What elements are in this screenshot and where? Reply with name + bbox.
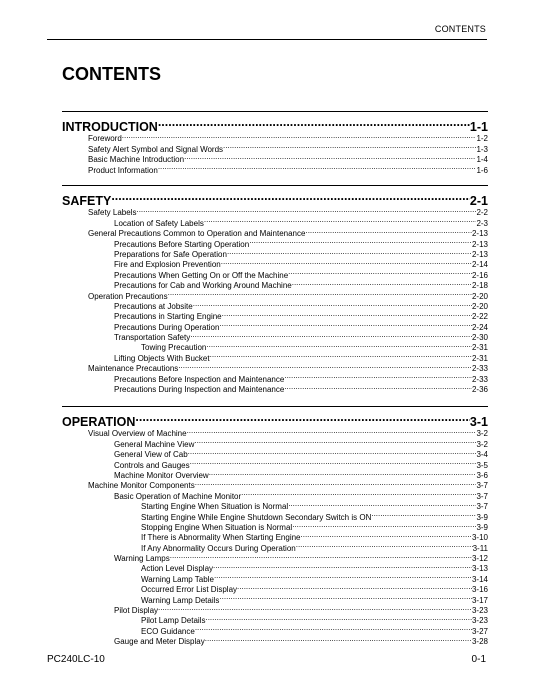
toc-entry-title: Basic Machine Introduction — [88, 155, 185, 165]
toc-entry-page: 2-33 — [471, 364, 488, 374]
toc-entry[interactable] — [62, 131, 488, 144]
toc-entry-title: Visual Overview of Machine — [88, 429, 187, 439]
toc-entry-page: 3-7 — [476, 491, 488, 501]
toc-entry-page: 3-2 — [476, 439, 488, 449]
page-title: CONTENTS — [62, 64, 161, 84]
toc-section-heading[interactable] — [62, 111, 488, 134]
toc-entry-title: Transportation Safety — [114, 333, 191, 343]
toc-entry-page: 2-13 — [471, 239, 488, 249]
toc-entry-title: Precautions at Jobsite — [114, 301, 193, 311]
toc-entry-title: Action Level Display — [141, 564, 214, 574]
toc-entry-page: 3-4 — [476, 450, 488, 460]
toc-leader-dots — [135, 410, 470, 426]
toc-leader-dots — [158, 603, 472, 613]
toc-leader-dots — [227, 247, 472, 257]
toc-section-page: 1-1 — [469, 120, 488, 134]
toc-leader-dots — [178, 361, 472, 371]
toc-leader-dots — [292, 278, 472, 288]
toc-entry-page: 2-33 — [471, 374, 488, 384]
toc-leader-dots — [195, 478, 477, 488]
toc-entry[interactable] — [62, 603, 488, 616]
toc-section-title: OPERATION — [62, 415, 136, 429]
toc-entry-title: General Precautions Common to Operation and Maintenance — [88, 229, 306, 239]
toc-entry[interactable] — [62, 571, 488, 584]
toc-leader-dots — [111, 189, 470, 205]
toc-leader-dots — [187, 426, 477, 436]
toc-leader-dots — [219, 319, 472, 329]
toc-entry[interactable] — [62, 582, 488, 595]
toc-entry-title: Starting Engine When Situation is Normal — [141, 502, 289, 512]
toc-entry-page: 2-24 — [471, 322, 488, 332]
toc-leader-dots — [296, 540, 473, 550]
toc-entry-title: Machine Monitor Components — [88, 481, 195, 491]
toc-section-safety — [62, 185, 488, 395]
toc-entry-title: Safety Alert Symbol and Signal Words — [88, 144, 224, 154]
toc-entry-page: 2-3 — [476, 218, 488, 228]
toc-leader-dots — [206, 340, 472, 350]
header-rule — [47, 39, 487, 40]
toc-leader-dots — [222, 309, 472, 319]
toc-entry-title: Maintenance Precautions — [88, 364, 179, 374]
toc-entry-title: General View of Cab — [114, 450, 188, 460]
toc-entry-title: Pilot Lamp Details — [141, 616, 206, 626]
toc-entry-page: 3-28 — [471, 637, 488, 647]
toc-leader-dots — [301, 530, 472, 540]
toc-entry-title: Foreword — [88, 134, 122, 144]
toc-leader-dots — [184, 152, 476, 162]
toc-section-page: 3-1 — [469, 415, 488, 429]
toc-entry-page: 2-20 — [471, 301, 488, 311]
toc-section-title: SAFETY — [62, 194, 112, 208]
toc-leader-dots — [194, 436, 476, 446]
toc-entry-page: 2-14 — [471, 260, 488, 270]
toc-leader-dots — [190, 330, 472, 340]
footer-model: PC240LC-10 — [47, 654, 105, 665]
toc-entry-title: Fire and Explosion Prevention — [114, 260, 221, 270]
toc-entry-page: 1-4 — [476, 155, 488, 165]
footer-page-number: 0-1 — [471, 654, 486, 665]
toc-entry-title: ECO Guidance — [141, 626, 195, 636]
toc-entry-page: 1-6 — [476, 165, 488, 175]
toc-entry-title: Pilot Display — [114, 606, 159, 616]
toc-entry-page: 3-11 — [472, 543, 488, 553]
toc-entry-title: Starting Engine While Engine Shutdown Secondary Switch is ON — [141, 512, 372, 522]
toc-entry-title: Basic Operation of Machine Monitor — [114, 491, 242, 501]
toc-entry-page: 2-2 — [476, 208, 488, 218]
toc-entry-page: 2-31 — [471, 353, 488, 363]
running-head: CONTENTS — [434, 24, 486, 34]
toc-leader-dots — [221, 257, 472, 267]
toc-entry-page: 2-18 — [471, 281, 488, 291]
toc-section-heading[interactable] — [62, 185, 488, 208]
toc-leader-dots — [122, 131, 477, 141]
toc-entry-page: 2-13 — [471, 229, 488, 239]
toc-entry-page: 2-30 — [471, 333, 488, 343]
toc-leader-dots — [205, 634, 472, 644]
toc-entry-title: Warning Lamp Details — [141, 595, 220, 605]
toc-leader-dots — [241, 488, 476, 498]
toc-entry-page: 2-36 — [471, 385, 488, 395]
toc-entry-page: 3-9 — [476, 512, 488, 522]
toc-entry-page: 2-22 — [471, 312, 488, 322]
toc-leader-dots — [284, 382, 472, 392]
toc-entry-title: Precautions When Getting On or Off the Machine — [114, 270, 289, 280]
toc-entry[interactable] — [62, 205, 488, 218]
toc-entry-page: 2-20 — [471, 291, 488, 301]
toc-entry-title: Safety Labels — [88, 208, 137, 218]
toc-entry-title: Gauge and Meter Display — [114, 637, 205, 647]
toc-entry[interactable] — [62, 141, 488, 154]
toc-entry-title: Precautions Before Starting Operation — [114, 239, 250, 249]
toc-section-title: INTRODUCTION — [62, 120, 158, 134]
toc-entry-title: General Machine View — [114, 439, 195, 449]
toc-leader-dots — [219, 592, 472, 602]
toc-entry-title: If Any Abnormality Occurs During Operation — [141, 543, 296, 553]
toc-leader-dots — [223, 141, 476, 151]
toc-entry-page: 2-31 — [471, 343, 488, 353]
toc-entry[interactable] — [62, 623, 488, 636]
toc-entry-page: 3-6 — [476, 470, 488, 480]
toc-entry-page: 3-17 — [471, 595, 488, 605]
toc-leader-dots — [288, 267, 472, 277]
toc-entry-title: Precautions During Inspection and Maintenance — [114, 385, 285, 395]
toc-leader-dots — [170, 551, 472, 561]
toc-entry-page: 2-13 — [471, 249, 488, 259]
toc-entry-title: Precautions for Cab and Working Around Machine — [114, 281, 292, 291]
toc-entry-title: Towing Precaution — [141, 343, 207, 353]
toc-entry[interactable] — [62, 551, 488, 564]
toc-leader-dots — [213, 561, 472, 571]
toc-entry-title: Precautions in Starting Engine — [114, 312, 222, 322]
toc-entry-title: Operation Precautions — [88, 291, 168, 301]
toc-entry-page: 3-9 — [476, 522, 488, 532]
toc-leader-dots — [158, 115, 470, 131]
toc-leader-dots — [168, 288, 472, 298]
toc-leader-dots — [204, 215, 477, 225]
toc-entry-page: 3-2 — [476, 429, 488, 439]
toc-leader-dots — [205, 613, 472, 623]
toc-entry-title: Precautions During Operation — [114, 322, 220, 332]
toc-entry-page: 3-14 — [471, 574, 488, 584]
toc-leader-dots — [136, 205, 476, 215]
toc-section-operation — [62, 406, 488, 647]
toc-leader-dots — [371, 509, 476, 519]
toc-leader-dots — [288, 499, 476, 509]
toc-section-page: 2-1 — [469, 194, 488, 208]
toc-leader-dots — [214, 571, 472, 581]
toc-leader-dots — [193, 299, 472, 309]
toc-leader-dots — [158, 162, 477, 172]
toc-entry-title: Location of Safety Labels — [114, 218, 204, 228]
toc-entry-page: 2-16 — [471, 270, 488, 280]
toc-entry[interactable] — [62, 592, 488, 605]
toc-entry-page: 3-10 — [471, 533, 488, 543]
toc-leader-dots — [284, 371, 472, 381]
toc-leader-dots — [292, 520, 476, 530]
toc-leader-dots — [249, 236, 472, 246]
toc-entry-page: 3-23 — [471, 616, 488, 626]
toc-entry-title: Machine Monitor Overview — [114, 470, 209, 480]
toc-entry-title: Warning Lamp Table — [141, 574, 214, 584]
toc-leader-dots — [195, 623, 472, 633]
toc-entry-page: 3-13 — [471, 564, 488, 574]
toc-entry-page: 3-23 — [471, 606, 488, 616]
toc-entry-title: If There is Abnormality When Starting Engine — [141, 533, 301, 543]
toc-leader-dots — [190, 457, 477, 467]
toc-entry-title: Occurred Error List Display — [141, 585, 238, 595]
toc-entry-title: Preparations for Safe Operation — [114, 249, 227, 259]
toc-entry-title: Lifting Objects With Bucket — [114, 353, 210, 363]
toc-leader-dots — [305, 226, 472, 236]
toc-section-heading[interactable] — [62, 406, 488, 429]
toc-leader-dots — [210, 350, 472, 360]
toc-entry-title: Warning Lamps — [114, 554, 170, 564]
toc-entry-page: 3-16 — [471, 585, 488, 595]
toc-leader-dots — [209, 468, 477, 478]
toc-entry-page: 3-27 — [471, 626, 488, 636]
toc-entry-title: Stopping Engine When Situation is Normal — [141, 522, 293, 532]
toc-entry[interactable] — [62, 634, 488, 647]
toc-leader-dots — [188, 447, 477, 457]
toc-entry-page: 1-3 — [476, 144, 488, 154]
toc-entry[interactable] — [62, 350, 488, 363]
toc-entry-page: 3-7 — [476, 481, 488, 491]
toc-entry-page: 3-7 — [476, 502, 488, 512]
toc-entry-page: 3-12 — [471, 554, 488, 564]
toc-entry-page: 1-2 — [476, 134, 488, 144]
toc-entry-page: 3-5 — [476, 460, 488, 470]
toc-entry-title: Controls and Gauges — [114, 460, 190, 470]
toc-entry-title: Precautions Before Inspection and Maintenance — [114, 374, 285, 384]
toc-entry-title: Product Information — [88, 165, 158, 175]
toc-leader-dots — [237, 582, 472, 592]
toc-section-introduction — [62, 111, 488, 173]
